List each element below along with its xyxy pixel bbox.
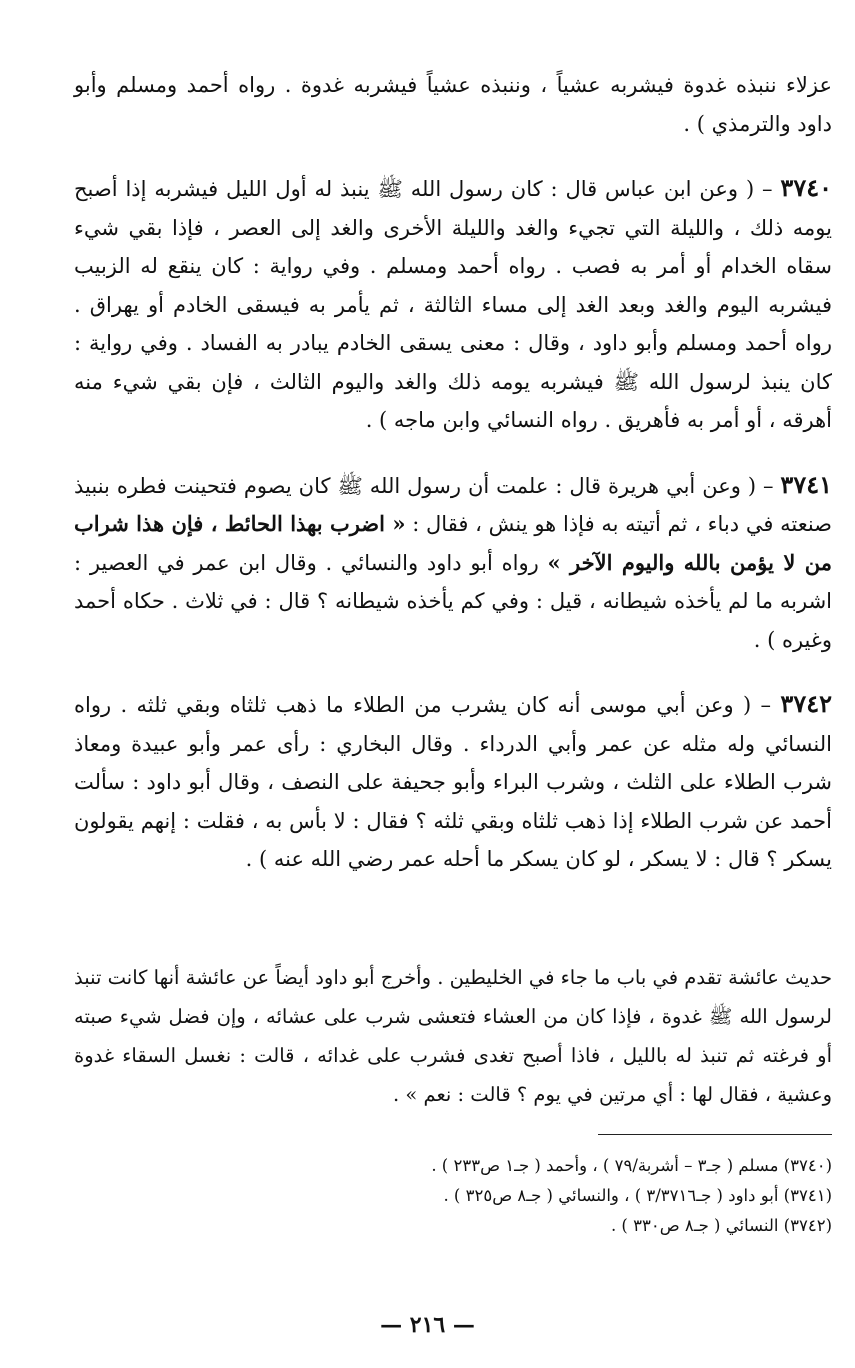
footnotes (74, 1151, 832, 1241)
page-number: — ٢١٦ — (380, 1312, 475, 1338)
hadith-text: – ( وعن أبي موسى أنه كان يشرب من الطلاء ما ذهب ثلثاه وبقي ثلثه . رواه النسائي وله مثله عن عمر وأبي الدرداء . وقال البخاري : رأى عمر وأبو عبيدة ومعاذ شرب الطلاء على الثلث ، وشرب البراء وأبو جحيفة على النصف ، وقال أبو داود : سألت أحمد عن شرب الطلاء إذا ذهب ثلثاه وبقي ثلثه ؟ فقال : لا بأس به ، فقلت : إنهم يقولون يسكر ؟ قال : لا يسكر ، لو كان يسكر ما أحله عمر رضي الله عنه ) . (74, 693, 832, 871)
hadith-3740 (74, 169, 832, 440)
footnote-divider (598, 1134, 832, 1135)
footnote-3740: (٣٧٤٠) مسلم ( جـ٣ – أشربة/٧٩ ) ، وأحمد ( جـ١ ص٢٣٣ ) . (431, 1156, 832, 1175)
hadith-text-continued: رواه أبو داود والنسائي . وقال ابن عمر في العصير : اشربه ما لم يأخذه شيطانه ، قيل : وفي كم يأخذه شيطانه ؟ قال : في ثلاث . حكاه أحمد وغيره ) . (74, 550, 832, 652)
intro-paragraph: عزلاء ننبذه غدوة فيشربه عشياً ، وننبذه عشياً فيشربه غدوة . رواه أحمد ومسلم وأبو داود والترمذي ) . (74, 73, 832, 136)
footnote-3742: (٣٧٤٢) النسائي ( جـ٨ ص٣٣٠ ) . (610, 1216, 832, 1235)
hadith-number: ٣٧٤٢ (780, 689, 832, 718)
hadith-quote: « اضرب بهذا الحائط ، فإن هذا شراب من لا يؤمن بالله واليوم الآخر » (74, 511, 832, 575)
hadith-text: – ( وعن ابن عباس قال : كان رسول الله ﷺ ينبذ له أول الليل فيشربه إذا أصبح يومه ذلك ، والليلة التي تجيء والغد والليلة الأخرى والغد إلى العصر ، فإذا بقي شيء سقاه الخدام أو أمر به فصب . رواه أحمد ومسلم . وفي رواية : كان ينقع له الزبيب فيشربه اليوم والغد وبعد الغد إلى مساء الثالثة ، ثم يأمر به فيسقى الخادم أو يهراق . رواه أحمد ومسلم وأبو داود ، وقال : معنى يسقى الخادم يبادر به الفساد . وفي رواية : كان ينبذ لرسول الله ﷺ فيشربه يومه ذلك والغد واليوم الثالث ، فإن بقي شيء منه أهرقه ، أو أمر به فأهريق . رواه النسائي وابن ماجه ) . (74, 177, 832, 432)
hadith-number: ٣٧٤١ (780, 469, 832, 499)
main-text (74, 66, 832, 879)
footnote-3741: (٣٧٤١) أبو داود ( جـ٣/٣٧١٦ ) ، والنسائي ( جـ٨ ص٣٢٥ ) . (443, 1186, 832, 1205)
hadith-3741 (74, 466, 832, 660)
hadith-3742 (74, 685, 832, 879)
hadith-text: – ( وعن أبي هريرة قال : علمت أن رسول الله ﷺ كان يصوم فتحينت فطره بنبيذ صنعته في دباء ، ثم أتيته به فإذا هو ينش ، فقال : (74, 473, 832, 536)
hadith-number: ٣٧٤٠ (780, 173, 832, 202)
commentary-paragraph: حديث عائشة تقدم في باب ما جاء في الخليطين . وأخرج أبو داود أيضاً عن عائشة أنها كانت تنبذ لرسول الله ﷺ غدوة ، فإذا كان من العشاء فتعشى شرب على عشائه ، وإن فضل شيء صبته أو فرغته ثم تنبذ له بالليل ، فاذا أصبح تغدى فشرب على غدائه ، قالت : نغسل السقاء غدوة وعشية ، فقال لها : أي مرتين في يوم ؟ قالت : نعم » . (74, 965, 832, 1106)
